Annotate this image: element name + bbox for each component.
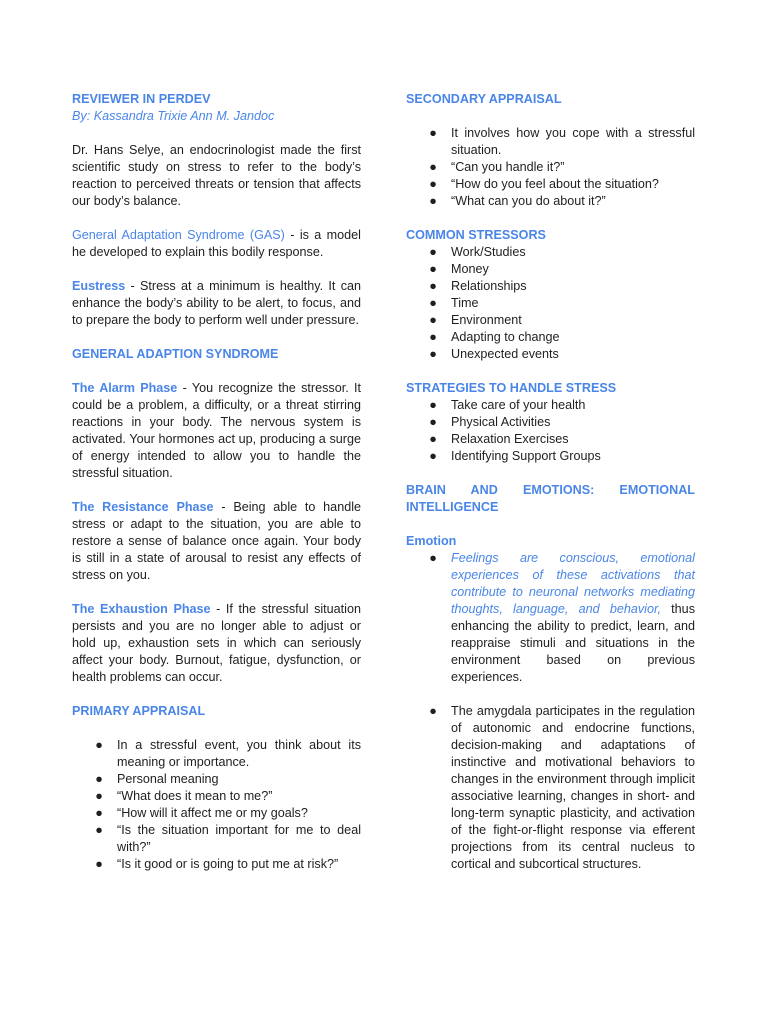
- list-item: ● Physical Activities: [429, 415, 551, 429]
- exhaustion-phase: [72, 601, 361, 686]
- bullet-icon: ●: [429, 347, 437, 361]
- eustress-term: Eustress: [72, 279, 126, 293]
- bullet-icon: ●: [95, 823, 103, 837]
- primary-appraisal-heading: PRIMARY APPRAISAL: [72, 704, 206, 718]
- brain-emotions-heading: BRAIN AND EMOTIONS: EMOTIONAL INTELLIGENCE: [406, 483, 695, 514]
- emotion-heading: Emotion: [406, 534, 457, 548]
- list-item: ● “Is the situation important for me to deal with?”: [95, 823, 361, 854]
- bullet-icon: ●: [429, 279, 437, 293]
- bullet-icon: ●: [429, 704, 437, 718]
- list-item: ● Unexpected events: [429, 347, 559, 361]
- alarm-term: The Alarm Phase: [72, 381, 178, 395]
- list-item: ● It involves how you cope with a stressful situation.: [429, 126, 695, 157]
- emotion-definition-rest: thus enhancing the ability to predict, learn, and reappraise stimuli and situations in the environment based on previous experiences.: [451, 602, 695, 684]
- list-item: ● Money: [429, 262, 489, 276]
- gas-text: - is a model he developed to explain this bodily response.: [72, 228, 361, 259]
- exhaustion-term: The Exhaustion Phase: [72, 602, 211, 616]
- bullet-icon: ●: [429, 126, 437, 140]
- resistance-phase: [72, 499, 361, 584]
- list-item: ● Identifying Support Groups: [429, 449, 601, 463]
- bullet-icon: ●: [95, 806, 103, 820]
- list-item: ● Take care of your health: [429, 398, 586, 412]
- bullet-icon: ●: [429, 296, 437, 310]
- list-item: ● Relationships: [429, 279, 527, 293]
- bullet-icon: ●: [95, 772, 103, 786]
- list-item: ● Time: [429, 296, 479, 310]
- list-item: ● Environment: [429, 313, 522, 327]
- exhaustion-text: - If the stressful situation persists and you are no longer able to adjust or hold up, exhaustion sets in which can seriously affect your body. Burnout, fatigue, dysfunction, or health problems can occur.: [72, 602, 361, 684]
- list-item: ● Personal meaning: [95, 772, 219, 786]
- bullet-icon: ●: [429, 449, 437, 463]
- gas-definition: [72, 227, 361, 261]
- list-item: ● “How will it affect me or my goals?: [95, 806, 308, 820]
- bullet-icon: ●: [429, 313, 437, 327]
- emotion-definition: Feelings are conscious, emotional experiences of these activations that contribute to neuronal networks mediating thoughts, language, and behavior,: [451, 551, 695, 616]
- list-item: ● “Can you handle it?”: [429, 160, 565, 174]
- list-item: ● “Is it good or is going to put me at risk?”: [95, 857, 339, 871]
- resistance-text: - Being able to handle stress or adapt to the situation, you are able to restore a sense of balance once again. Your body is still in a state of arousal to resist any effects of stress on you.: [72, 500, 361, 582]
- eustress-text: - Stress at a minimum is healthy. It can enhance the body’s ability to be alert, to focus, and to prepare the body to perform well under pressure.: [72, 279, 361, 327]
- bullet-icon: ●: [429, 330, 437, 344]
- bullet-icon: ●: [95, 789, 103, 803]
- document-title: REVIEWER IN PERDEV: [72, 92, 211, 106]
- left-column: [72, 91, 361, 873]
- list-item: [406, 703, 695, 873]
- alarm-text: - You recognize the stressor. It could be a problem, a difficulty, or a threat stirring reactions in your body. The nervous system is activated. Your hormones act up, producing a surge of energy intended to allow you to handle the stressful situation.: [72, 381, 361, 480]
- bullet-icon: ●: [429, 432, 437, 446]
- bullet-icon: ●: [429, 245, 437, 259]
- intro-paragraph: Dr. Hans Selye, an endocrinologist made the first scientific study on stress to refer to the body’s reaction to perceived threats or tension that affects our body’s balance.: [72, 143, 361, 208]
- eustress-definition: [72, 278, 361, 329]
- emotion-list: [406, 550, 695, 873]
- resistance-term: The Resistance Phase: [72, 500, 214, 514]
- bullet-icon: ●: [429, 398, 437, 412]
- primary-appraisal-list: [72, 737, 361, 873]
- list-item: [406, 550, 695, 686]
- alarm-phase: [72, 380, 361, 482]
- list-item: ● In a stressful event, you think about its meaning or importance.: [95, 738, 361, 769]
- gas-heading: GENERAL ADAPTION SYNDROME: [72, 347, 279, 361]
- bullet-icon: ●: [429, 177, 437, 191]
- list-item: ● Adapting to change: [429, 330, 560, 344]
- right-column: [406, 91, 695, 873]
- common-stressors-heading: COMMON STRESSORS: [406, 228, 546, 242]
- bullet-icon: ●: [95, 857, 103, 871]
- strategies-heading: STRATEGIES TO HANDLE STRESS: [406, 381, 617, 395]
- list-spacer: [406, 686, 695, 703]
- gas-term: General Adaptation Syndrome (GAS): [72, 228, 285, 242]
- bullet-icon: ●: [95, 738, 103, 752]
- document-byline: By: Kassandra Trixie Ann M. Jandoc: [72, 109, 275, 123]
- bullet-icon: ●: [429, 194, 437, 208]
- secondary-appraisal-heading: SECONDARY APPRAISAL: [406, 92, 562, 106]
- common-stressors-list: [406, 244, 695, 363]
- bullet-icon: ●: [429, 160, 437, 174]
- bullet-icon: ●: [429, 551, 437, 565]
- list-item: ● “What does it mean to me?”: [95, 789, 273, 803]
- strategies-list: [406, 397, 695, 465]
- bullet-icon: ●: [429, 262, 437, 276]
- amygdala-text: The amygdala participates in the regulation of autonomic and endocrine functions, decision-making and adaptations of instinctive and motivational behaviors to changes in the environment through implicit associative learning, changes in short- and long-term synaptic plasticity, and activation of the fight-or-flight response via efferent projections from its central nucleus to cortical and subcortical structures.: [451, 704, 695, 871]
- list-item: ● Work/Studies: [429, 245, 526, 259]
- list-item: ● Relaxation Exercises: [429, 432, 569, 446]
- bullet-icon: ●: [429, 415, 437, 429]
- secondary-appraisal-list: [406, 125, 695, 210]
- list-item: ● “What can you do about it?”: [429, 194, 606, 208]
- list-item: ● “How do you feel about the situation?: [429, 177, 659, 191]
